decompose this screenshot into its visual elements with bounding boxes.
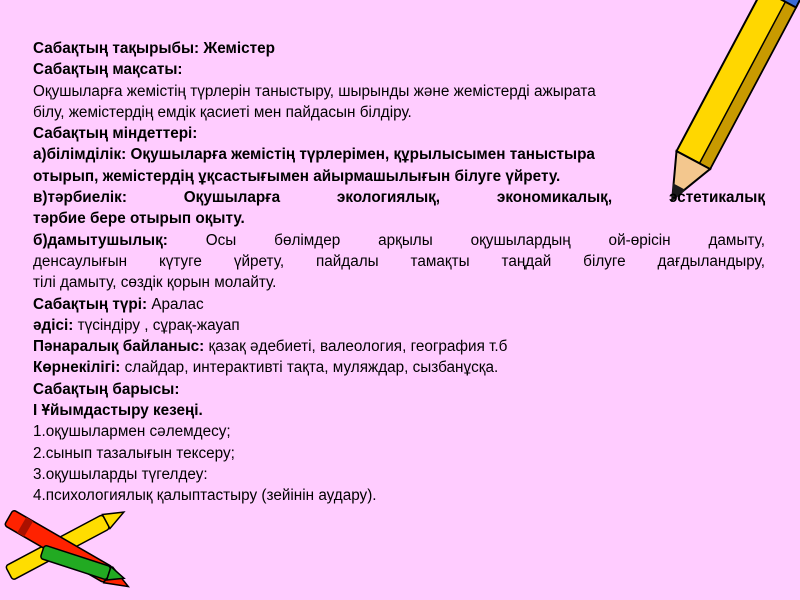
lesson-type — [33, 294, 765, 315]
crayon-icon — [0, 505, 150, 600]
stage-item: 4.психологиялық қалыптастыру (зейінін аудару). — [33, 487, 377, 505]
stage-heading: І Ұйымдастыру кезеңі. — [33, 402, 203, 420]
method-value: түсіндіру , сұрақ-жауап — [73, 316, 240, 334]
stage-item: 2.сынып тазалығын тексеру; — [33, 444, 235, 462]
lesson-method — [33, 315, 765, 336]
method-label: әдісі: — [33, 316, 74, 334]
goal-text-line: Оқушыларға жемістің түрлерін таныстыру, шырынды және жемістерді ажырата — [33, 82, 596, 100]
visuals-value: слайдар, интерактивті тақта, муляждар, сызбанұсқа. — [120, 359, 499, 377]
task-b-label: б)дамытушылық: — [33, 231, 168, 249]
progress-heading: Сабақтың барысы: — [33, 380, 180, 398]
interdisciplinary-links — [33, 336, 765, 357]
goal-text-line: білу, жемістердің емдік қасиеті мен пайдасын білдіру. — [33, 103, 412, 121]
task-b-line: тілі дамыту, сөздік қорын молайту. — [33, 274, 277, 292]
task-v-line: тәрбие бере отырып оқыту. — [33, 210, 245, 228]
type-label: Сабақтың түрі: — [33, 295, 148, 313]
task-b-line — [33, 230, 765, 251]
goal-heading: Сабақтың мақсаты: — [33, 61, 183, 79]
task-a-line: отырып, жемістердің ұқсастығымен айырмашылығын білуге үйрету. — [33, 167, 561, 185]
task-b-line: денсаулығын күтуге үйрету, пайдалы тамақты таңдай білуге дағдыландыру, — [33, 252, 765, 270]
stage-item: 3.оқушыларды түгелдеу: — [33, 465, 208, 483]
lesson-plan — [33, 38, 765, 507]
tasks-heading: Сабақтың міндеттері: — [33, 125, 198, 143]
task-v-line: в)тәрбиелік: Оқушыларға экологиялық, экономикалық, эстетикалық — [33, 189, 765, 207]
links-label: Пәнаралық байланыс: — [33, 338, 205, 356]
task-a-line: а)білімділік: Оқушыларға жемістің түрлерімен, құрылысымен таныстыра — [33, 146, 595, 164]
links-value: қазақ әдебиеті, валеология, география т.б — [204, 338, 508, 356]
stage-item: 1.оқушылармен сәлемдесу; — [33, 423, 231, 441]
task-b-text: Осы бөлімдер арқылы оқушылардың ой-өрісін дамыту, — [167, 231, 765, 249]
topic-heading: Сабақтың тақырыбы: Жемістер — [33, 40, 275, 57]
visual-aids — [33, 357, 765, 378]
visuals-label: Көрнекілігі: — [33, 359, 121, 377]
type-value: Аралас — [147, 295, 204, 313]
